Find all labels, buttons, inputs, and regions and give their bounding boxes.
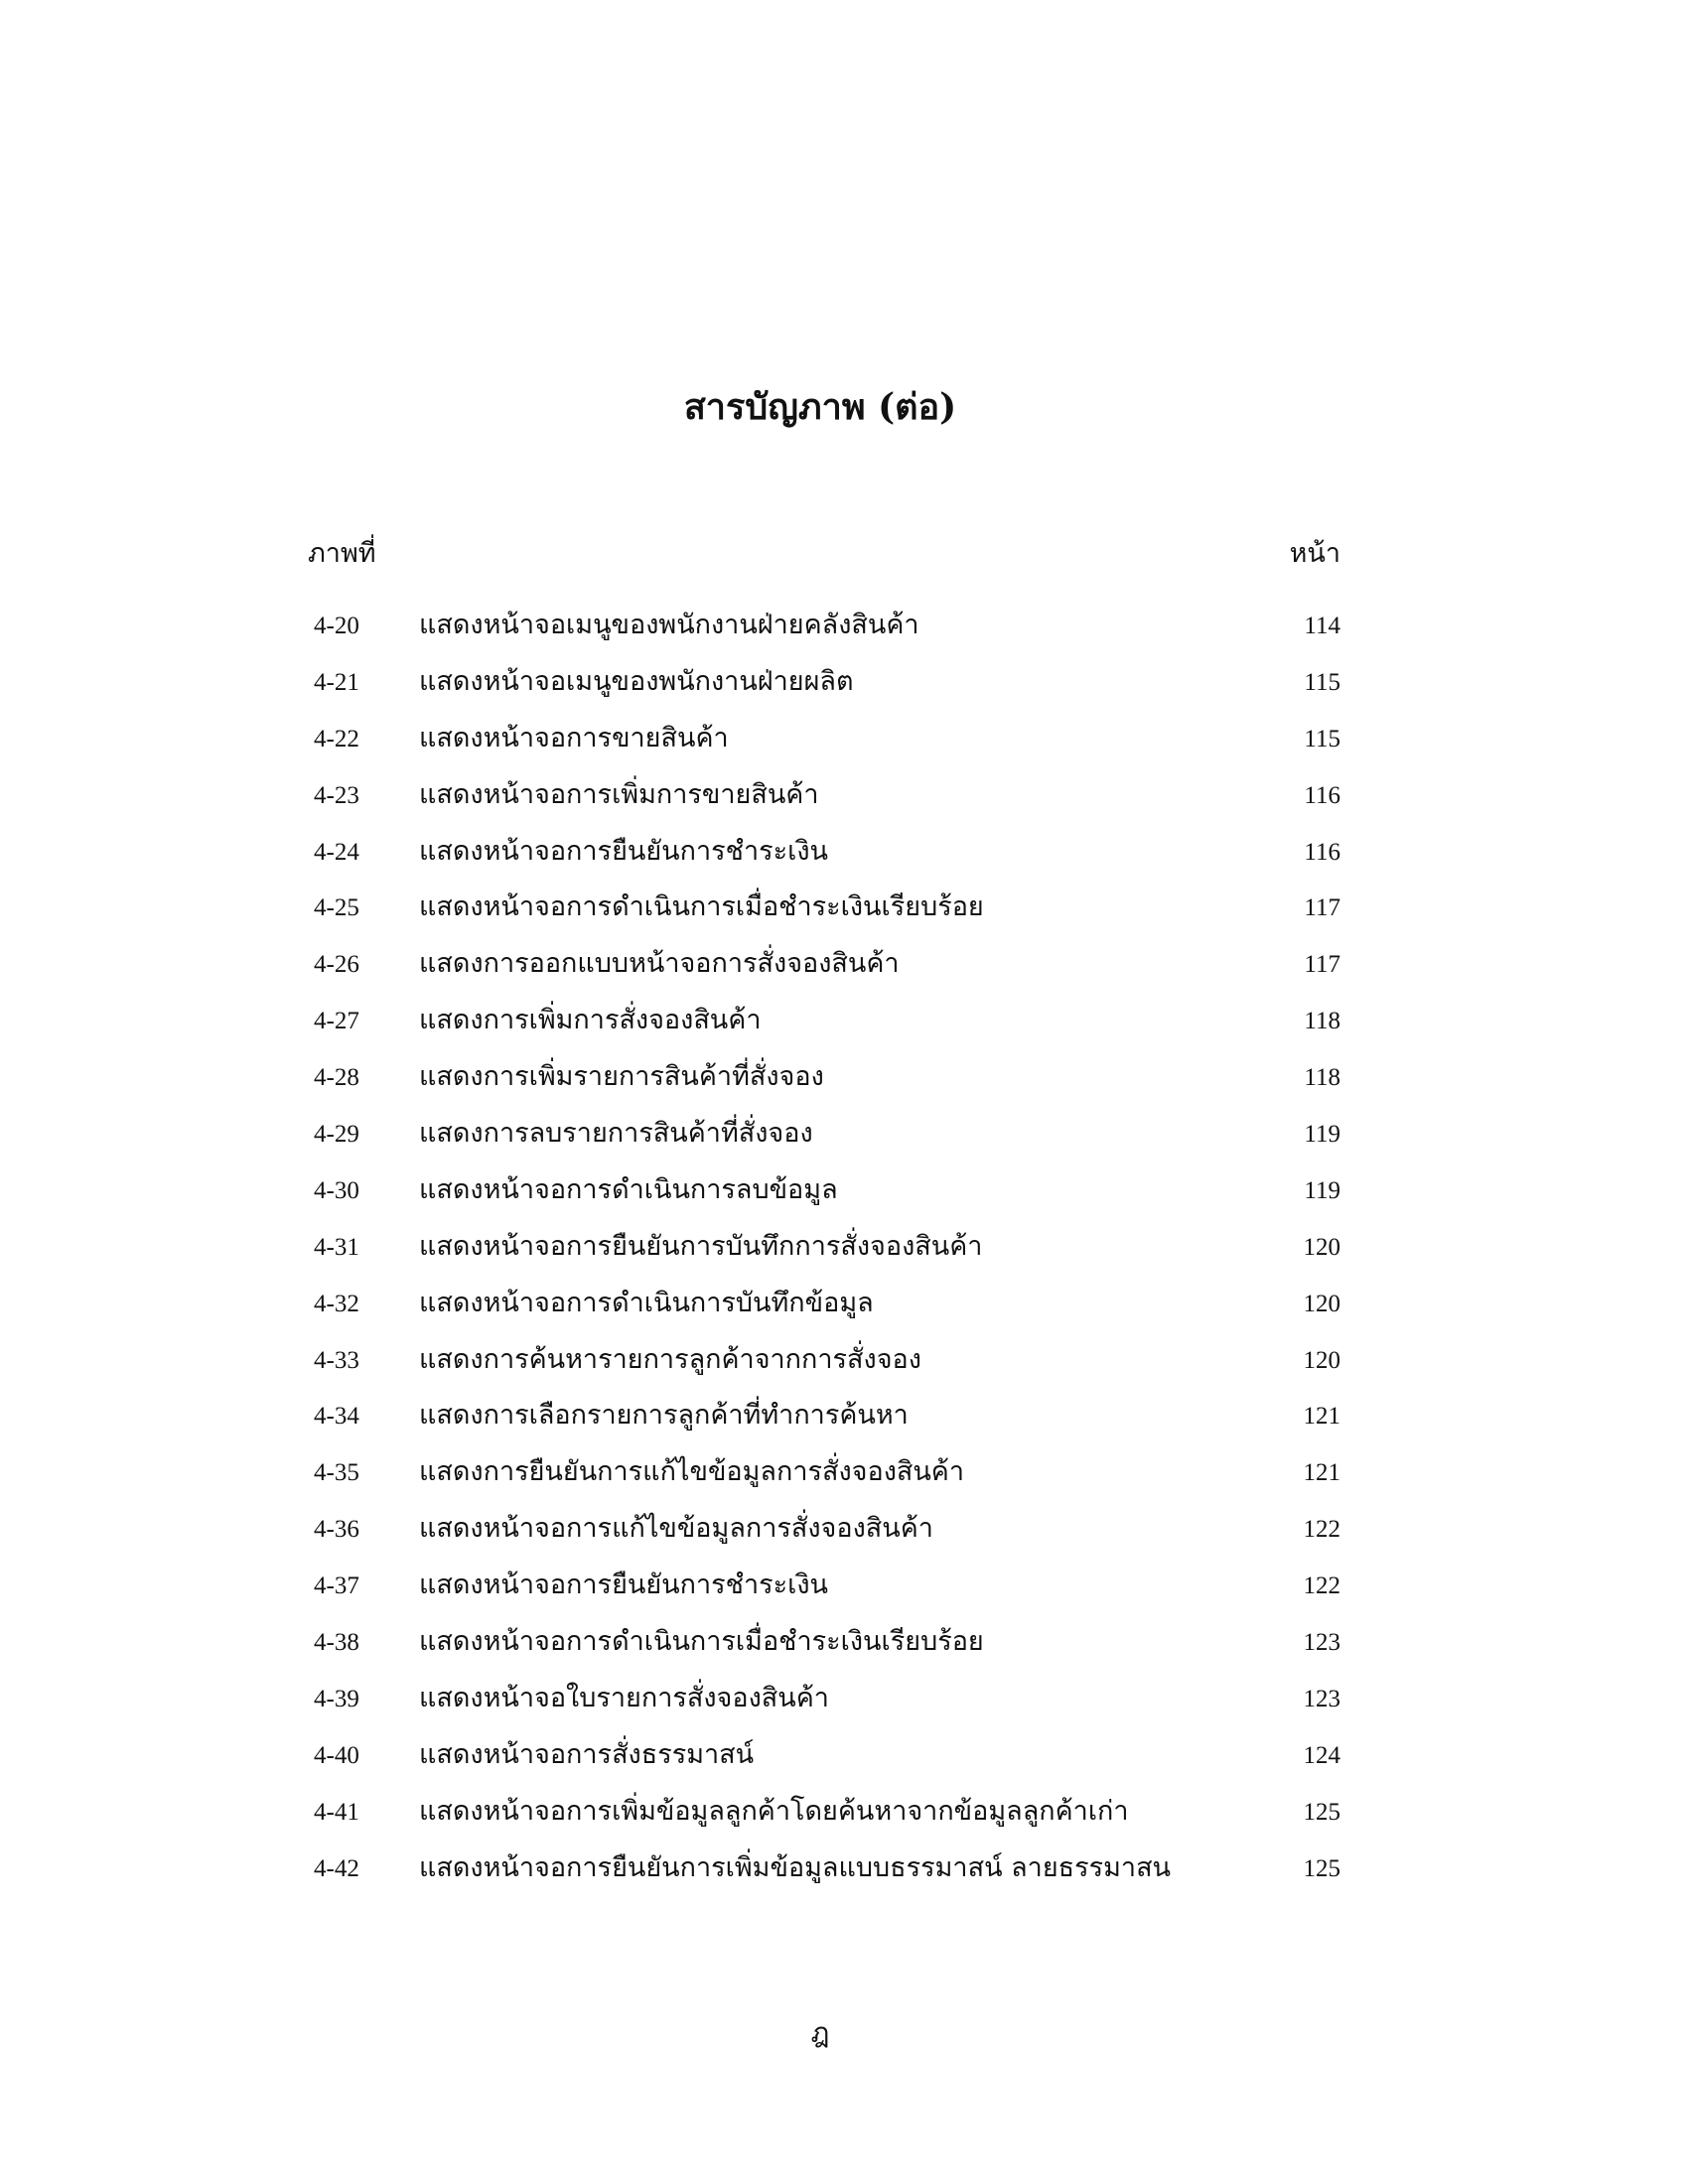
page-reference: 116 — [1304, 838, 1340, 866]
page-reference: 121 — [1303, 1459, 1340, 1487]
figure-title: แสดงการเพิ่มรายการสินค้าที่สั่งจอง — [419, 1061, 824, 1093]
page-reference: 117 — [1304, 894, 1340, 922]
page-column-header: หน้า — [1289, 538, 1340, 569]
figure-title: แสดงหน้าจอการแก้ไขข้อมูลการสั่งจองสินค้า — [419, 1513, 933, 1545]
figure-number: 4-42 — [314, 1854, 359, 1882]
page-reference: 121 — [1303, 1403, 1340, 1431]
figure-number: 4-32 — [314, 1290, 359, 1317]
toc-entry — [308, 832, 1340, 888]
figure-title: แสดงการยืนยันการแก้ไขข้อมูลการสั่งจองสินค้า — [419, 1456, 965, 1488]
list-of-figures — [308, 606, 1340, 1904]
page-number: ฎ — [810, 2016, 830, 2049]
toc-entry — [308, 944, 1340, 1001]
figure-title: แสดงหน้าจอเมนูของพนักงานฝ่ายคลังสินค้า — [419, 610, 919, 640]
toc-entry — [308, 1452, 1340, 1509]
page-reference: 118 — [1304, 1008, 1340, 1035]
figure-title: แสดงการเพิ่มการสั่งจองสินค้า — [419, 1005, 762, 1036]
toc-entry — [308, 1170, 1340, 1227]
toc-entry — [308, 887, 1340, 944]
figure-title: แสดงการออกแบบหน้าจอการสั่งจองสินค้า — [419, 948, 900, 980]
toc-entry — [308, 1057, 1340, 1114]
toc-entry — [308, 1566, 1340, 1622]
toc-entry — [308, 662, 1340, 719]
toc-entry — [308, 1396, 1340, 1452]
figure-number: 4-36 — [314, 1516, 359, 1544]
toc-entry — [308, 1679, 1340, 1735]
figure-title: แสดงหน้าจอเมนูของพนักงานฝ่ายผลิต — [419, 665, 854, 697]
toc-entry — [308, 1227, 1340, 1284]
toc-entry — [308, 606, 1340, 662]
figure-title: แสดงหน้าจอการยืนยันการเพิ่มข้อมูลแบบธรรมาสน์ ลายธรรมาสน — [419, 1851, 1172, 1883]
toc-entry — [308, 1114, 1340, 1170]
figure-number: 4-33 — [314, 1346, 359, 1374]
figure-title: แสดงหน้าจอการยืนยันการชำระเงิน — [419, 1570, 828, 1601]
figure-number: 4-41 — [314, 1798, 359, 1826]
toc-entry — [308, 1284, 1340, 1340]
figure-number: 4-37 — [314, 1572, 359, 1600]
page-reference: 122 — [1303, 1572, 1340, 1600]
toc-entry — [308, 1001, 1340, 1057]
toc-entry — [308, 775, 1340, 832]
page-reference: 120 — [1303, 1233, 1340, 1261]
page-reference: 120 — [1303, 1346, 1340, 1374]
toc-entry — [308, 1509, 1340, 1566]
figure-title: แสดงหน้าจอการยืนยันการบันทึกการสั่งจองสินค้า — [419, 1230, 983, 1262]
figure-title: แสดงหน้าจอการเพิ่มข้อมูลลูกค้าโดยค้นหาจากข้อมูลลูกค้าเก่า — [419, 1795, 1129, 1827]
page-reference: 114 — [1304, 613, 1340, 639]
toc-entry — [308, 1848, 1340, 1905]
page-reference: 115 — [1304, 668, 1340, 696]
page-title: สารบัญภาพ (ต่อ) — [683, 386, 957, 428]
page-reference: 122 — [1303, 1516, 1340, 1544]
figure-title: แสดงหน้าจอการเพิ่มการขายสินค้า — [419, 778, 819, 810]
figure-title: แสดงหน้าจอการยืนยันการชำระเงิน — [419, 835, 828, 867]
toc-entry — [308, 1792, 1340, 1848]
figure-title: แสดงหน้าจอใบรายการสั่งจองสินค้า — [419, 1682, 829, 1713]
figure-number: 4-28 — [314, 1064, 359, 1092]
figure-number: 4-22 — [314, 725, 359, 752]
page-reference: 120 — [1303, 1290, 1340, 1317]
figure-title: แสดงหน้าจอการดำเนินการเมื่อชำระเงินเรียบร้อย — [419, 891, 984, 923]
figure-number: 4-23 — [314, 781, 359, 809]
figure-number: 4-24 — [314, 838, 359, 866]
figure-title: แสดงการค้นหารายการลูกค้าจากการสั่งจอง — [419, 1343, 921, 1375]
toc-entry — [308, 1340, 1340, 1397]
page-reference: 123 — [1303, 1685, 1340, 1712]
figure-title: แสดงหน้าจอการดำเนินการลบข้อมูล — [419, 1173, 838, 1205]
figure-title: แสดงหน้าจอการสั่งธรรมาสน์ — [419, 1738, 755, 1770]
page-reference: 119 — [1304, 1176, 1340, 1204]
figure-number: 4-30 — [314, 1176, 359, 1204]
page-reference: 125 — [1303, 1854, 1340, 1882]
figure-number: 4-25 — [314, 894, 359, 922]
figure-number: 4-35 — [314, 1459, 359, 1487]
page-reference: 119 — [1304, 1121, 1340, 1149]
figure-number: 4-38 — [314, 1629, 359, 1657]
figure-title: แสดงหน้าจอการขายสินค้า — [419, 722, 729, 753]
page-reference: 117 — [1304, 951, 1340, 979]
page-reference: 124 — [1303, 1741, 1340, 1769]
figure-number-column-header: ภาพที่ — [308, 538, 376, 569]
figure-number: 4-21 — [314, 668, 359, 696]
figure-number: 4-20 — [314, 613, 359, 639]
figure-title: แสดงหน้าจอการดำเนินการเมื่อชำระเงินเรียบร้อย — [419, 1626, 984, 1658]
figure-title: แสดงการเลือกรายการลูกค้าที่ทำการค้นหา — [419, 1400, 909, 1432]
page-reference: 123 — [1303, 1629, 1340, 1657]
page-reference: 125 — [1303, 1798, 1340, 1826]
figure-number: 4-40 — [314, 1741, 359, 1769]
page-reference: 118 — [1304, 1064, 1340, 1092]
toc-entry — [308, 1735, 1340, 1792]
figure-number: 4-34 — [314, 1403, 359, 1431]
figure-number: 4-29 — [314, 1121, 359, 1149]
figure-number: 4-27 — [314, 1008, 359, 1035]
figure-number: 4-31 — [314, 1233, 359, 1261]
toc-entry — [308, 719, 1340, 775]
figure-title: แสดงหน้าจอการดำเนินการบันทึกข้อมูล — [419, 1287, 874, 1318]
toc-entry — [308, 1622, 1340, 1679]
figure-title: แสดงการลบรายการสินค้าที่สั่งจอง — [419, 1118, 813, 1150]
page-reference: 115 — [1304, 725, 1340, 752]
figure-number: 4-39 — [314, 1685, 359, 1712]
page-reference: 116 — [1304, 781, 1340, 809]
figure-number: 4-26 — [314, 951, 359, 979]
